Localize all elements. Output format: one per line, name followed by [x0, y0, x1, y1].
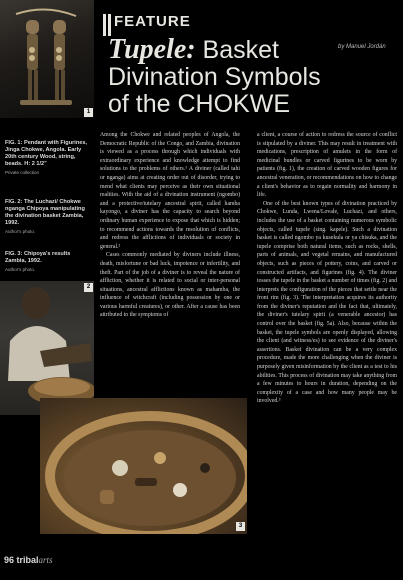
article-title-line-2: Divination Symbols [108, 63, 321, 91]
column-1-paragraph: Among the Chokwe and related peoples of Angola, the Democratic Republic of the Congo, and Zambia, divination is viewed as a process through which individuals with extraordinary experience and knowledge attempt to find solutions to the problems of others.¹ A diviner (called tahi or nganga) aims at creating order out of disorder, trying to mend what clients may perceive as their own situational realities. With the aid of a divination instrument (ngombo) and a protective/tutelary ancestral spirit, called hamba kayongo, a diviner has the capacity to search beyond ordinary human experience to expose that which is hidden; to recommend actions towards the resolution of conflicts, and redress the afflictions of individuals or society in general.² [100, 132, 240, 250]
article-title-line-1 [108, 36, 279, 64]
magazine-name-italic: arts [38, 555, 53, 565]
body-column-2 [257, 131, 397, 406]
divination-basket-illustration [40, 398, 247, 534]
caption-fig-2-credit: Author's photo. [5, 229, 36, 234]
figure-3-photo [40, 398, 247, 534]
byline: by Manuel Jordán [338, 44, 386, 50]
feature-bar-right [108, 14, 111, 36]
caption-fig-2-text: FIG. 2: The Luchazi/ Chokwe nganga Chipoya manipulating the divination basket Zambia, 1992. [5, 199, 85, 226]
figure-number-2: 2 [84, 283, 93, 292]
article-title-basket: Basket [195, 36, 279, 64]
diviner-photo-illustration [0, 281, 94, 415]
article-title-italic: Tupele: [108, 34, 196, 65]
figure-number-1: 1 [84, 108, 93, 117]
column-2-paragraph: One of the best known types of divination practiced by Chokwe, Lunda, Lwena/Lovale, Luchazi, and others, includes the use of a basket containing numerous symbolic objects, called tupele (sing. kapele). Such a divination basket is called ngombo ya kusekula or ya chisuka, and the tupele comprise both natural items, such as rocks, shells, parts of animals, and vegetal remains, and manufactured objects, such as pieces of pottery, coins, and carved or constructed artifacts, and figurines (fig. 4). The diviner tosses the tupele in the basket a number of times (fig. 2) and interprets the configuration of the pieces that settle near the front rim (fig. 3). The interpretation acquires its authority from the diviner's reputation and the fact that, ultimately, the diviner's tutelary spirit (a venerable ancestor) has control over the basket (fig. 5a). Also, because within the basket, the tupele symbols are openly displayed, allowing the client (and witness/es) to see evidence of the diviner's assertions. Basket divination can be a very complex procedure, made the more challenging when the diviner is purposely given misinformation by the client as a test to his abilities. This process of divination may take anything from a few minutes to hours in duration, depending on the complexity of a case and how many people may be involved.³ [257, 200, 397, 405]
column-1-paragraph: Cases commonly mediated by diviners include illness, death, misfortune or bad luck, impotence or infertility, and theft. Part of the job of a diviner is to reveal the nature of affliction, whether it is related to social or inter-personal situations, ancestral afflictions known as mahamba, the influence of witchcraft (including possession by one or various harmful creatures), or other. After a cause has been attributed to the symptoms of [100, 252, 240, 319]
section-label: FEATURE [114, 13, 191, 30]
figure-2-photo [0, 281, 94, 415]
caption-fig-3 [5, 251, 89, 273]
figure-number-3: 3 [236, 522, 245, 531]
magazine-name-bold: tribal [16, 555, 39, 565]
page-number: 96 [4, 555, 15, 565]
figure-1-photo [0, 0, 94, 118]
page-footer [4, 555, 53, 565]
caption-fig-3-credit: Author's photo. [5, 267, 36, 272]
column-2-paragraph: a client, a course of action to redress the source of conflict is stipulated by a diviner. This may result in treatment with medications, prescription of amulets in the form of medicinal bundles or carved figurines to be worn by patients (fig. 1), the creation of carved wooden figures for ancestral veneration, or recommendations on how to change a client's behavior as to regain normality and harmony in life. [257, 132, 397, 199]
caption-fig-2 [5, 199, 89, 235]
body-column-1 [100, 131, 240, 320]
pendant-figurines-illustration [6, 6, 86, 114]
caption-fig-1-text: FIG. 1: Pendant with Figurines, Jinga Chokwe, Angola. Early 20th century Wood, string, beads. H: 2 1/2" [5, 140, 88, 167]
caption-fig-1 [5, 140, 89, 176]
article-title-line-3: of the CHOKWE [108, 90, 290, 118]
caption-fig-3-text: FIG. 3: Chipoya's results Zambia, 1992. [5, 251, 71, 264]
caption-fig-1-credit: Private collection [5, 170, 40, 175]
feature-bar-left [103, 14, 106, 36]
